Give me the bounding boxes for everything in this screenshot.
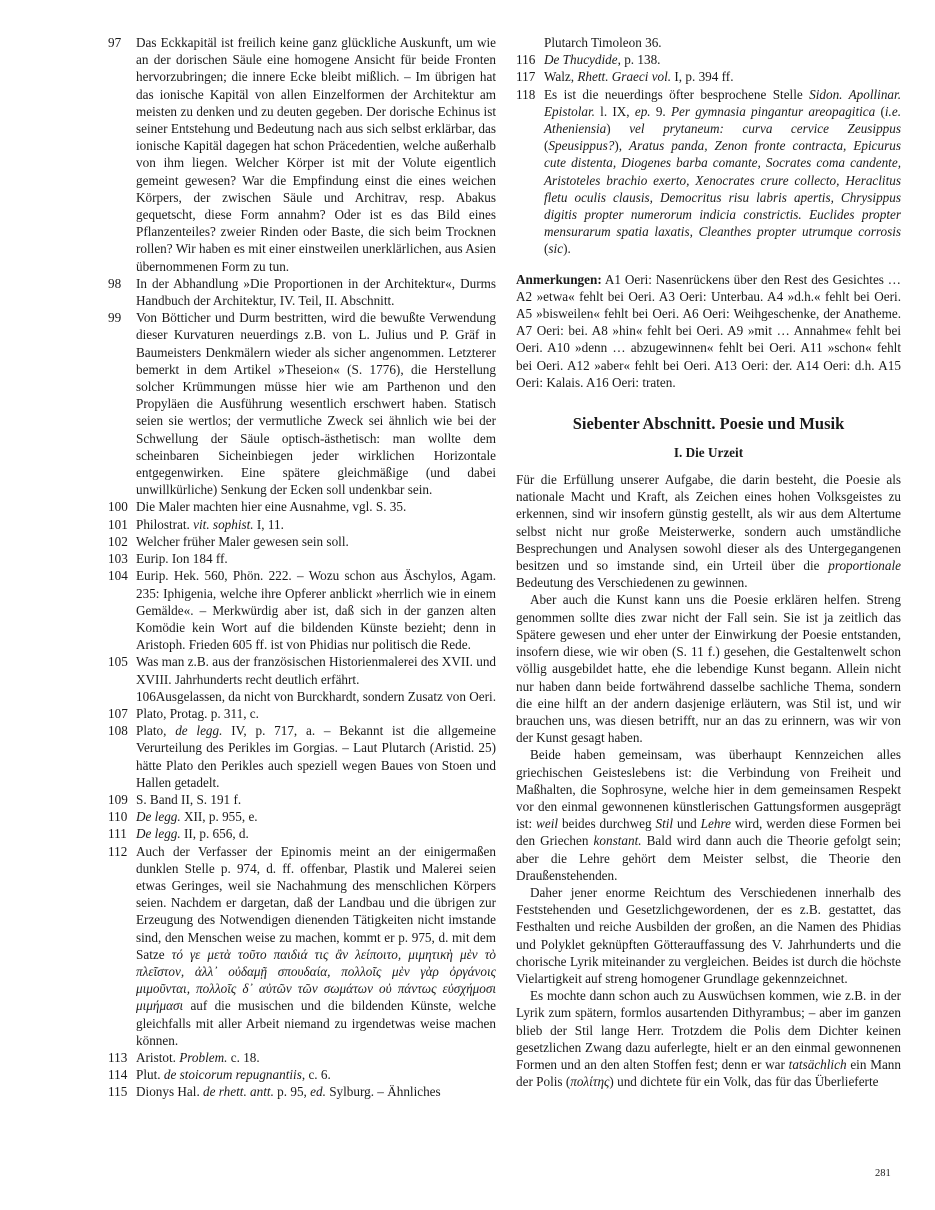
footnote-108 [108,722,496,791]
footnote-text: Plut. de stoicorum repugnantiis, c. 6. [136,1067,331,1083]
footnote-112 [108,843,496,1049]
footnote-110 [108,808,496,825]
footnote-113 [108,1049,496,1066]
footnote-number: 116 [516,52,536,68]
footnote-text: Dionys Hal. de rhett. antt. p. 95, ed. Sylburg. – Ähnliches [136,1084,441,1100]
footnote-text: De Thucydide, p. 138. [544,52,661,68]
left-column [108,34,496,1101]
footnote-text: S. Band II, S. 191 f. [136,791,242,807]
footnote-101 [108,516,496,533]
footnote-text: Von Bötticher und Durm bestritten, wird die bewußte Verwendung dieser Kurvaturen neuerdings z.B. von L. Julius und P. Gräf in Baumeisters Denkmälern wieder als sicher angenommen. Letzterer bemerkt in dem Artikel »Theseion« (S. 1776), die Herstellung solcher Krümmungen müsse hier wie am Parthenon und den Propyläen die Ausführung wesentlich erschwert haben. Statisch seien sie wertlos; der vermutliche Zweck sei ähnlich wie bei der Schwellung der Säule optisch-ästhetisch: man wollte dem scheinbaren Sicheinbiegen jeder wirklichen Horizontale entgegenwirken. Eine spätere gleichmäßige (und dabei unwillkürliche) Senkung der Ecken soll undenkbar sein. [136,310,496,498]
footnote-text: De legg. II, p. 656, d. [136,826,249,842]
footnote-115 [108,1083,496,1100]
footnote-number: 115 [108,1084,128,1100]
footnote-118 [516,86,901,258]
footnote-text: Aristot. Problem. c. 18. [136,1049,260,1065]
footnote-102 [108,533,496,550]
footnote-99 [108,309,496,498]
footnote-117 [516,68,901,85]
anmerkungen-label: Anmerkungen: [516,271,602,287]
footnote-continuation [516,34,901,51]
footnote-114 [108,1066,496,1083]
footnote-number: 110 [108,809,128,825]
body-paragraph: Für die Erfüllung unserer Aufgabe, die darin besteht, die Poesie als nationale Macht und Kraft, als Zeichen eines hohen Volksgeistes zu erkennen, sind wir insofern günstig gestellt, als wir aus dem Altertume selbst nicht nur große Meisterwerke, sondern auch umständliche Besprechungen und Analysen sowohl dieser als des Untergegangenen besitzen und so imstande sind, ein Urteil über die proportionale Bedeutung des Verschiedenen zu gewinnen. [516,472,901,591]
footnote-text: De legg. XII, p. 955, e. [136,809,258,825]
footnote-number: 103 [108,551,128,567]
footnote-number: 113 [108,1049,128,1065]
body-text [516,471,901,1090]
footnote-continuation-text: Plutarch Timoleon 36. [544,35,662,50]
body-paragraph: Es mochte dann schon auch zu Auswüchsen kommen, wie z.B. in der Lyrik zum spätern, formlos ausartenden Dithyrambus; – aber im ganzen blieb der Stil lange Herr. Trotzdem die Polis dem Dichter keinen gesetzlichen Zwang dazu auferlegte, hielt er an den einmal gewonnenen Formen und an den alten Stoffen fest; denn er war tatsächlich ein Mann der Polis (πολίτης) und dichtete für ein Volk, das für das Überlieferte [516,988,901,1090]
footnote-107 [108,705,496,722]
footnote-103 [108,550,496,567]
footnote-text: Welcher früher Maler gewesen sein soll. [136,533,349,549]
anmerkungen [516,271,901,391]
footnote-number: 104 [108,568,128,584]
footnote-116 [516,51,901,68]
footnote-text: Plato, Protag. p. 311, c. [136,705,259,721]
section-title: Siebenter Abschnitt. Poesie und Musik [572,414,845,434]
body-paragraph: Beide haben gemeinsam, was überhaupt Kennzeichen alles griechischen Geisteslebens ist: die Verbindung von Freiheit und Maßhalten, die Sophrosyne, welche hier in dem gemeinsamen Respekt vor den einmal gewonnenen künstlerischen Gattungsformen ausgeprägt ist: weil beides durchweg Stil und Lehre wird, werden diese Formen bei den Griechen konstant. Bald wird dann auch die Theorie gefolgt sein; aber die Lehre gehört dem Meister selbst, die Theorie den Draußenstehenden. [516,747,902,883]
footnote-97 [108,34,496,275]
footnote-number: 108 [108,723,128,739]
footnote-text: In der Abhandlung »Die Proportionen in der Architektur«, Durms Handbuch der Architektur, IV. Teil, II. Abschnitt. [136,275,496,309]
footnote-104 [108,567,496,653]
footnote-number: 109 [108,791,128,807]
footnote-text: Eurip. Hek. 560, Phön. 222. – Wozu schon aus Äschylos, Agam. 235: Iphigenia, welche ihre Opferer anblickt »herrlich wie in einem Gemälde«. – Merkwürdig aber ist, daß sich in der ganzen alten Komödie kein Wort auf die bildenden Künste bezieht; denn in Aristoph. Frieden 605 ff. ist von Phidias nur politisch die Rede. [136,568,496,653]
footnote-text: Das Eckkapitäl ist freilich keine ganz glückliche Auskunft, um wie an der dorischen Säule eine homogene Ansicht für beide Fronten hervorzubringen; die innere Ecke bleibt mißlich. – Im übrigen hat das ionische Kapitäl von allen Einzelformen der Architektur am meisten zu denken und zu deuten gegeben. Der dorische Echinus ist seiner Entstehung und Bedeutung nach aus sich selbst erklärbar, das ionische Kapitäl dagegen hat schon Präcedentien, welche außerhalb von ihm liegen. Welcher Körper ist mit der Volute eigentlich gemeint gewesen? War die Empfindung einst die eines weichen Körpers, der zwischen Säule und Architrav, resp. Abakus gequetscht, diese Form annahm? Oder ist es das Bild eines Pflanzenteiles? zweier Rinden oder Baste, die sich beim Trocknen rollen? Wir haben es mit einer einstweilen unerklärlichen, aus Asien übernommenen Form zu tun. [136,35,496,274]
right-footnotes [516,51,901,257]
footnote-text: Plato, de legg. IV, p. 717, a. – Bekannt ist die allgemeine Verurteilung des Perikles im Gorgias. – Laut Plutarch (Aristid. 25) hätte Plato den Perikles auch speziell wegen Baues von Stoen und Hallen getadelt. [136,723,497,790]
footnote-number: 118 [516,86,536,102]
anmerkungen-text: A1 Oeri: Nasenrückens über den Rest des Gesichtes … A2 »etwa« fehlt bei Oeri. A3 Oeri: Unterbau. A4 »d.h.« fehlt bei Oeri. A5 »bisweilen« fehlt bei Oeri. A6 Oeri: Weihgeschenke, der Anatheme. A7 Oeri: bei. A8 »hin« fehlt bei Oeri. A9 »mit … Annahme« fehlt bei Oeri. A10 »denn … abzugewinnen« fehlt bei Oeri. A11 »schon« fehlt bei Oeri. A12 »aber« fehlt bei Oeri. A13 Oeri: der. A14 Oeri: d.h. A15 Oeri: Kalais. A16 Oeri: traten. [516,271,901,390]
footnote-text: Walz, Rhett. Graeci vol. I, p. 394 ff. [544,69,734,85]
right-column [516,34,901,1090]
footnote-105 [108,653,496,705]
footnote-number: 107 [108,705,128,721]
footnote-number: 114 [108,1067,128,1083]
footnote-text: Eurip. Ion 184 ff. [136,551,228,567]
footnote-109 [108,791,496,808]
footnote-number: 97 [108,35,122,50]
footnote-number: 101 [108,516,128,532]
footnote-text: Philostrat. vit. sophist. I, 11. [136,516,284,532]
footnote-text: Auch der Verfasser der Epinomis meint an der einigermaßen dunklen Stelle p. 974, d. ff. offenbar, Plastik und Malerei seien etwas Geringes, weil sie Nachahmung des menschlichen Körpers seien. Nachdem er dargetan, daß der Landbau und die übrigen zur Erzeugung des Notwendigen dienenden Tätigkeiten nicht imstande sind, den Menschen weise zu machen, kommt er p. 975, d. mit dem Satze τό γε μετὰ τοῦτο παιδιά τις ἂν λείποιτο, μιμητικὴ μὲν τὸ πλεῖστον, ἀλλ᾽ οὐδαμῇ σπουδαία, πολλοῖς μὲν γὰρ ὀργάνοις μιμοῦνται, πολλοῖς δ᾽ αὐτῶν τῶν σωμάτων οὐ πάντως εὐσχήμοσι μιμήμασι auf die musischen und die bildenden Künste, welche gleichfalls mit aller Arbeit niemand zu irgendetwas weise machen können. [136,843,497,1048]
body-paragraph: Daher jener enorme Reichtum des Verschiedenen innerhalb des Feststehenden und Gesetzlichgewordenen, der es z.B. gestattet, das Festhalten und reiche Ausbilden der großen, an die Namen des Phidias und Polyklet geknüpften Götterauffassung des V. Jahrhunderts und die chorische Lyrik miteinander zu vergleichen. Beides ist durch die höchste Vielartigkeit auf streng homogener Grundlage gekennzeichnet. [516,884,901,986]
footnote-number: 102 [108,533,128,549]
footnote-111 [108,825,496,842]
footnote-number: 99 [108,310,122,326]
footnote-100 [108,498,496,515]
footnote-text: Die Maler machten hier eine Ausnahme, vgl. S. 35. [136,499,407,515]
footnote-number: 117 [516,69,536,85]
subsection-title: I. Die Urzeit [673,445,744,461]
footnote-number: 111 [108,826,127,842]
footnote-number: 105 [108,654,128,670]
page-number: 281 [875,1168,891,1179]
footnote-98 [108,275,496,309]
footnote-number: 98 [108,275,122,291]
footnote-number: 112 [108,843,128,859]
footnote-number: 100 [108,499,128,515]
body-paragraph: Aber auch die Kunst kann uns die Poesie erklären helfen. Streng genommen sollte dies zwar nicht der Fall sein. Sie ist ja zeitlich das Spätere gewesen und eher unter der Einwirkung der Poesie entstanden, insofern diese, wie wir oben (S. 11 f.) gesehen, die Gestaltenwelt schon völlig ausgebildet hatte, ehe die lebendige Kunst begann. Allein nicht nur haben dann beide fortwährend dasselbe sachliche Thema, sondern die eine hilft an der andern dasjenige erläutern, was Stil ist, und wir brauchen uns, was diesen betrifft, nur an das zu erinnern, was wir von der Kunst gesagt haben. [516,592,901,746]
footnote-text: Es ist die neuerdings öfter besprochene Stelle Sidon. Apollinar. Epistolar. l. IX, ep. 9. Per gymnasia pingantur areopagitica (i.e. Atheniensia) vel prytaneum: curva cervice Zeusippus (Speusippus?), Aratus panda, Zenon fronte contracta, Epicurus cute distenta, Diogenes barba comante, Socrates coma candente, Aristoteles brachio exerto, Xenocrates crure collecto, Heraclitus fletu oculis clausis, Democritus risu labris apertis, Chrysippus digitis propter numerorum indicia constrictis. Euclides propter mensurarum spatia laxatis, Cleanthes propter utrumque corrosis (sic). [544,86,901,257]
footnote-text: Was man z.B. aus der französischen Historienmalerei des XVII. und XVIII. Jahrhunderts recht deutlich erfährt. 106Ausgelassen, da nicht von Burckhardt, sondern Zusatz von Oeri. [136,654,497,704]
